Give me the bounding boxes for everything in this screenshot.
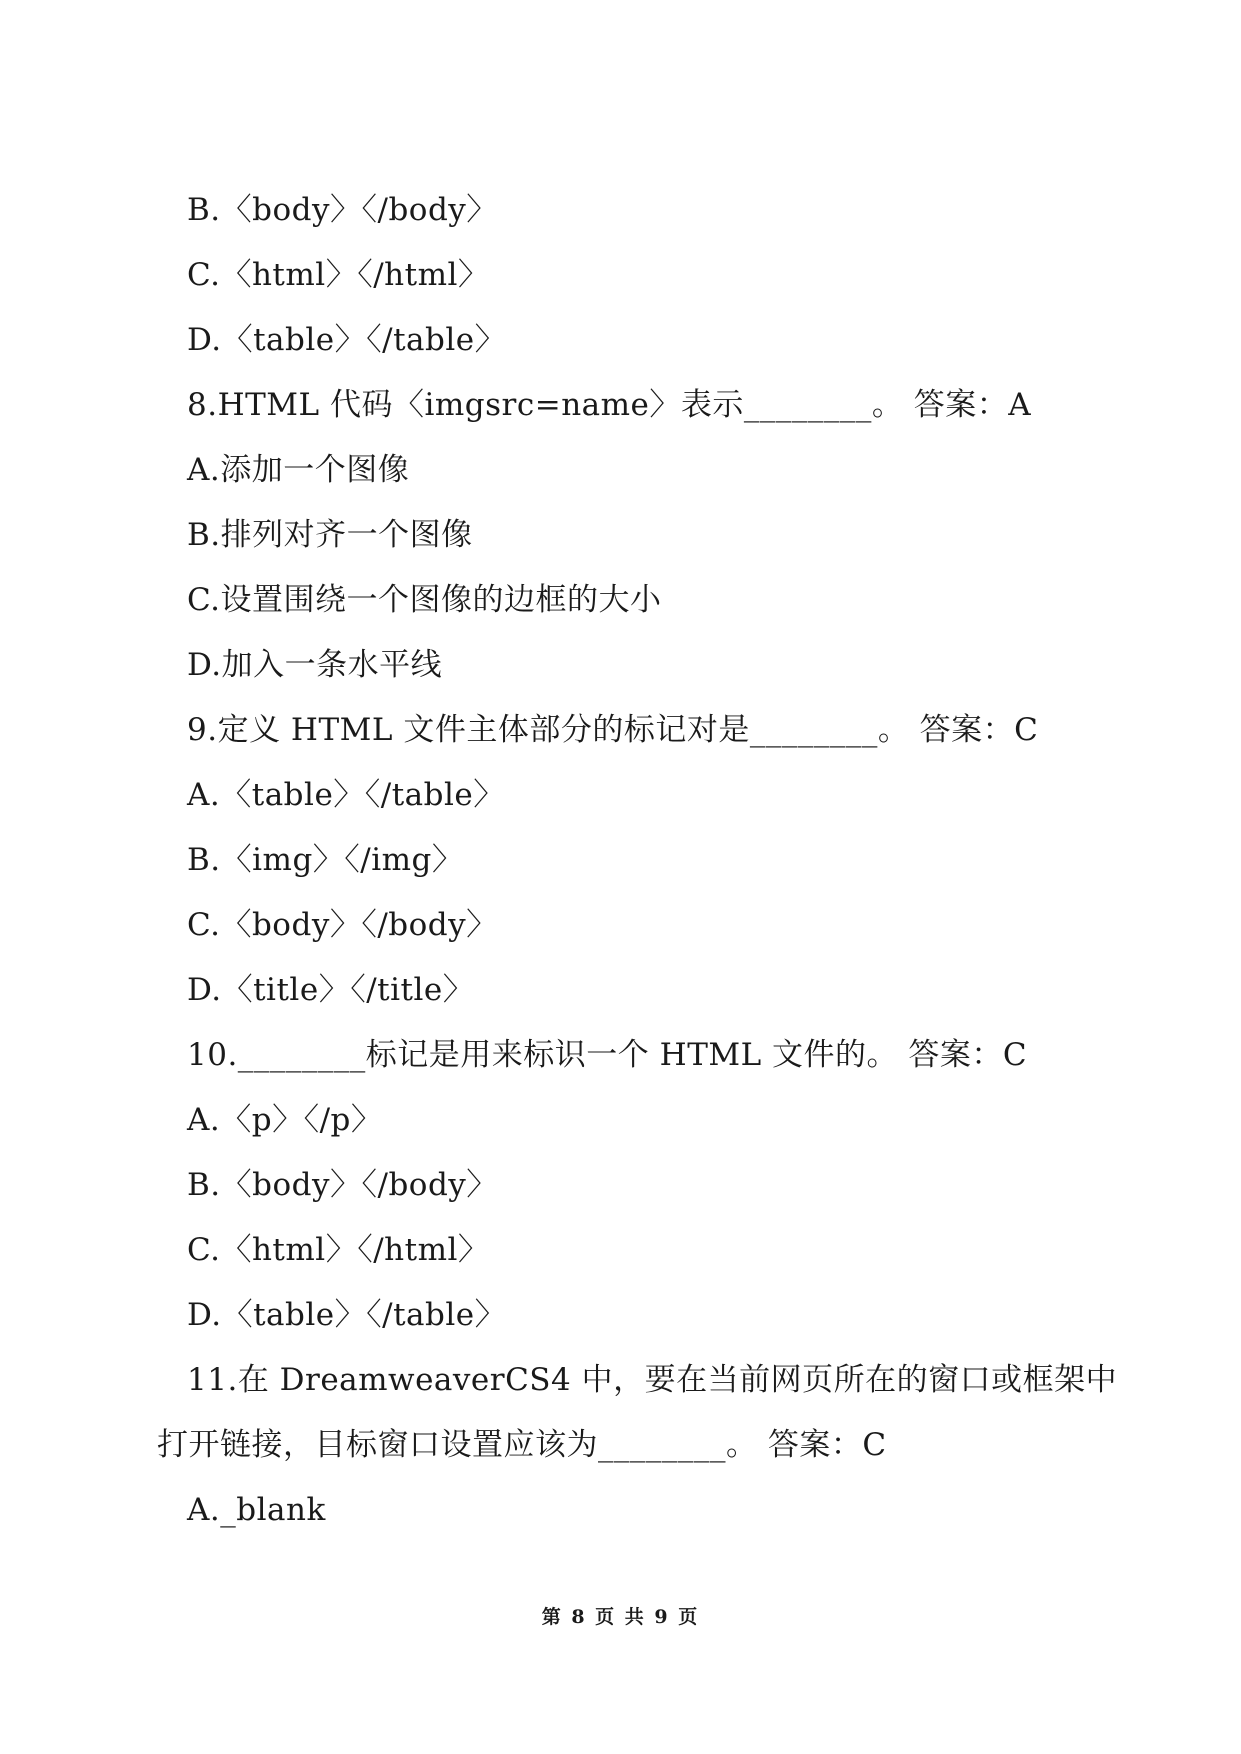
question-11-option-a: A._blank	[187, 1492, 326, 1528]
question-10-option-a: A.〈p〉〈/p〉	[187, 1102, 383, 1138]
page-footer: 第 8 页 共 9 页	[541, 1606, 700, 1628]
question-9-option-b: B.〈img〉〈/img〉	[187, 842, 464, 878]
question-8-option-d: D.加入一条水平线	[187, 647, 443, 683]
option-b: B.〈body〉〈/body〉	[187, 192, 498, 228]
question-10: 10.________标记是用来标识一个 HTML 文件的。 答案：C	[187, 1037, 1028, 1073]
question-9: 9.定义 HTML 文件主体部分的标记对是________。 答案：C	[187, 712, 1039, 748]
question-10-option-c: C.〈html〉〈/html〉	[187, 1232, 490, 1268]
question-11: 11.在 DreamweaverCS4 中，要在当前网页所在的窗口或框架中	[187, 1362, 1118, 1398]
document-body	[0, 178, 1241, 1543]
question-8-option-b: B.排列对齐一个图像	[187, 517, 473, 553]
question-9-option-d: D.〈title〉〈/title〉	[187, 972, 475, 1008]
option-c: C.〈html〉〈/html〉	[187, 257, 490, 293]
question-8: 8.HTML 代码〈imgsrc=name〉表示________。 答案：A	[187, 387, 1032, 423]
question-9-option-c: C.〈body〉〈/body〉	[187, 907, 498, 943]
question-8-option-a: A.添加一个图像	[187, 452, 410, 488]
option-d: D.〈table〉〈/table〉	[187, 322, 507, 358]
question-10-option-b: B.〈body〉〈/body〉	[187, 1167, 498, 1203]
question-8-option-c: C.设置围绕一个图像的边框的大小	[187, 582, 662, 618]
question-11-continuation: 打开链接，目标窗口设置应该为________。 答案：C	[157, 1427, 887, 1463]
question-10-option-d: D.〈table〉〈/table〉	[187, 1297, 507, 1333]
question-9-option-a: A.〈table〉〈/table〉	[187, 777, 505, 813]
